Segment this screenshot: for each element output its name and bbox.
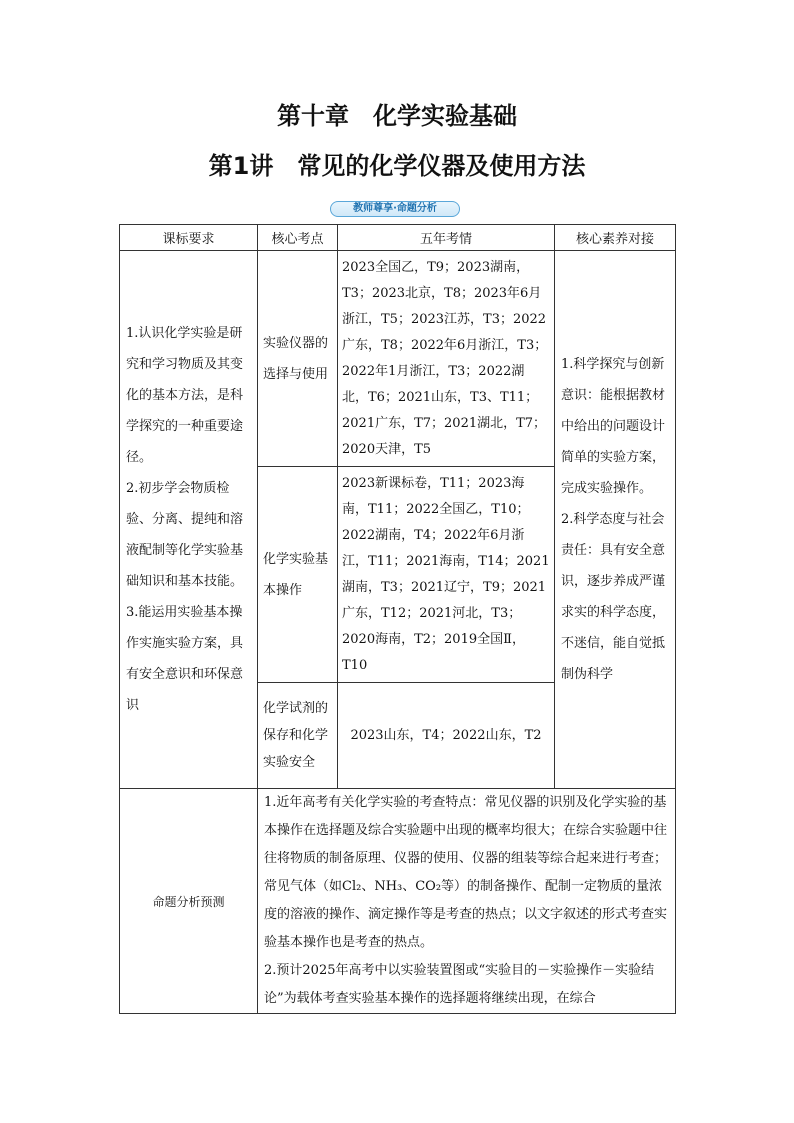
literacy-item: 1.科学探究与创新意识：能根据教材中给出的问题设计简单的实验方案，完成实验操作。 bbox=[561, 357, 666, 496]
header-requirements: 课标要求 bbox=[120, 225, 258, 251]
core-point-cell bbox=[258, 467, 338, 683]
forecast-paragraph: 2.预计2025年高考中以实验装置图或“实验目的－实验操作－实验结论”为载体考查实验基本操作的选择题将继续出现，在综合 bbox=[264, 963, 655, 1006]
chapter-title: 第十章 化学实验基础 bbox=[277, 102, 517, 130]
teacher-badge: 教师尊享·命题分析 bbox=[330, 201, 460, 217]
table-header-row bbox=[120, 225, 676, 251]
history-cell bbox=[338, 251, 555, 467]
history-cell bbox=[338, 467, 555, 683]
core-point-cell bbox=[258, 251, 338, 467]
history-cell bbox=[338, 683, 555, 789]
analysis-table bbox=[119, 224, 676, 1014]
history-text: 2023山东，T4；2022山东，T2 bbox=[350, 727, 542, 743]
header-literacy: 核心素养对接 bbox=[555, 225, 676, 251]
core-point: 化学实验基本操作 bbox=[263, 551, 329, 598]
requirement-item: 2.初步学会物质检验、分离、提纯和溶液配制等化学实验基础知识和基本技能。 bbox=[126, 481, 244, 589]
literacy-item: 2.科学态度与社会责任：具有安全意识，逐步养成严谨求实的科学态度，不迷信，能自觉抵制伪科学 bbox=[561, 512, 666, 682]
core-point: 实验仪器的选择与使用 bbox=[263, 335, 329, 382]
header-core-points: 核心考点 bbox=[258, 225, 338, 251]
lecture-title: 第1讲 常见的化学仪器及使用方法 bbox=[208, 152, 586, 180]
table-row bbox=[120, 251, 676, 467]
core-point-cell bbox=[258, 683, 338, 789]
core-point: 化学试剂的保存和化学实验安全 bbox=[263, 701, 329, 770]
requirement-item: 1.认识化学实验是研究和学习物质及其变化的基本方法，是科学探究的一种重要途径。 bbox=[126, 326, 244, 465]
forecast-paragraph: 1.近年高考有关化学实验的考查特点：常见仪器的识别及化学实验的基本操作在选择题及综合实验题中出现的概率均很大；在综合实验题中往往将物质的制备原理、仪器的使用、仪器的组装等综合起来进行考查；常见气体（如Cl₂、NH₃、CO₂等）的制备操作、配制一定物质的量浓度的溶液的操作、滴定操作等是考查的热点；以文字叙述的形式考查实验基本操作也是考查的热点。 bbox=[264, 795, 668, 950]
forecast-label-cell bbox=[120, 789, 258, 1014]
table-row bbox=[120, 789, 676, 1014]
header-five-years: 五年考情 bbox=[338, 225, 555, 251]
requirements-cell bbox=[120, 251, 258, 789]
history-text: 2023新课标卷，T11；2023海南，T11；2022全国乙，T10；2022湖南，T4；2022年6月浙江，T11；2021海南，T14；2021湖南，T3；2021辽宁，T9；2021广东，T12；2021河北，T3；2020海南，T2；2019全国Ⅱ，T10 bbox=[342, 475, 550, 673]
history-text: 2023全国乙，T9；2023湖南，T3；2023北京，T8；2023年6月浙江，T5；2023江苏，T3；2022广东，T8；2022年6月浙江，T3；2022年1月浙江，T3；2022湖北，T6；2021山东，T3、T11；2021广东，T7；2021湖北，T7；2020天津，T5 bbox=[342, 259, 548, 457]
requirement-item: 3.能运用实验基本操作实施实验方案，具有安全意识和环保意识 bbox=[126, 605, 244, 713]
forecast-cell bbox=[258, 789, 676, 1014]
literacy-cell bbox=[555, 251, 676, 789]
forecast-label: 命题分析预测 bbox=[152, 894, 225, 909]
